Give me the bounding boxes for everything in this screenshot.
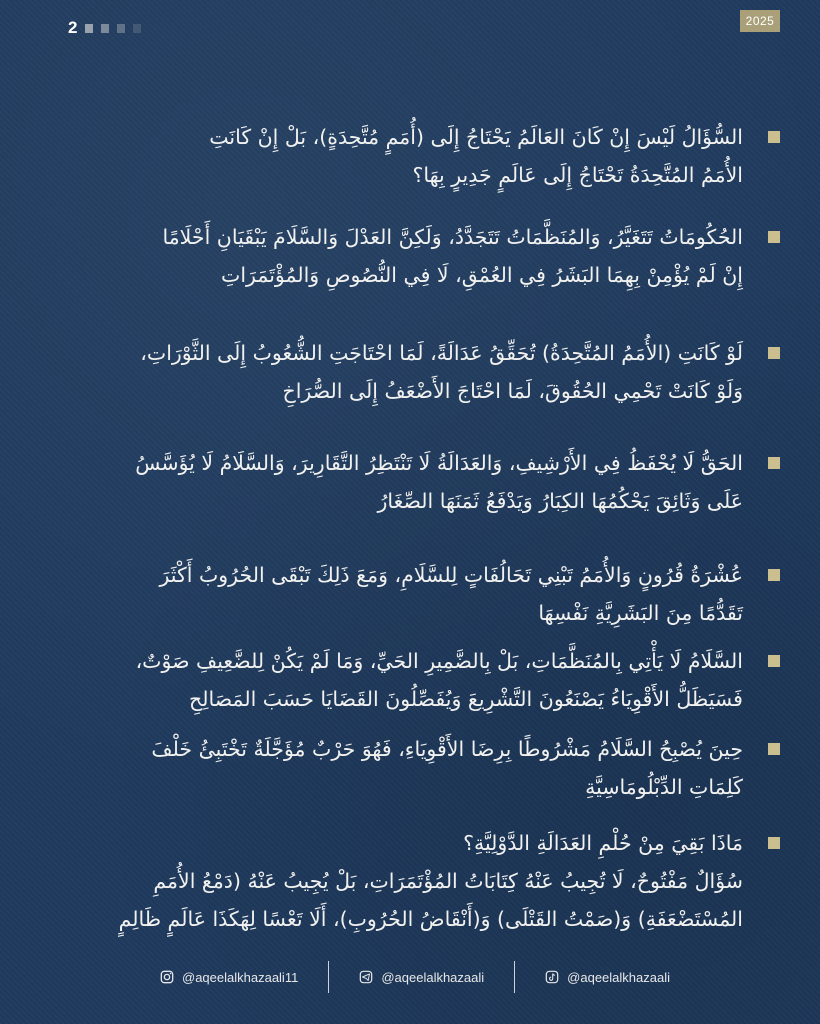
- instagram-handle: @aqeelalkhazaali11: [182, 969, 299, 985]
- paragraph-line: حِينَ يُصْبِحُ السَّلَامُ مَشْرُوطًا بِرِضَا الأَقْوِيَاءِ، فَهُوَ حَرْبٌ مُؤَجَّلَةٌ تَخْتَبِئُ خَلْفَ: [151, 737, 743, 761]
- paragraph-line: مَاذَا بَقِيَ مِنْ حُلْمِ العَدَالَةِ الدَّوْلِيَّةِ؟: [463, 831, 743, 855]
- paragraph-line: السُّؤَالُ لَيْسَ إِنْ كَانَ العَالَمُ يَحْتَاجُ إِلَى (أُمَمٍ مُتَّحِدَةٍ)، بَلْ إِنْ كَانَتِ: [209, 125, 743, 149]
- paragraph-line: عَلَى وَثَائِقَ يَحْكُمُهَا الكِبَارُ وَيَدْفَعُ ثَمَنَهَا الصِّغَارُ: [377, 489, 743, 513]
- page-number-indicator: [68, 18, 141, 38]
- footer-divider: [328, 961, 329, 993]
- paragraph: [60, 118, 780, 194]
- paragraph: [60, 824, 780, 938]
- bullet-square-icon: [768, 131, 780, 143]
- instagram-icon: [160, 970, 174, 984]
- paragraph-line: الأُمَمُ المُتَّحِدَةُ تَحْتَاجُ إِلَى عَالَمٍ جَدِيرٍ بِهَا؟: [412, 163, 743, 187]
- bullet-square-icon: [768, 457, 780, 469]
- paragraph-line: سُؤَالٌ مَفْتُوحٌ، لَا تُجِيبُ عَنْهُ كِتَابَاتُ المُؤْتَمَرَاتِ، بَلْ يُجِيبُ عَنْهُ (دَمْعُ الأُمَمِ: [153, 869, 743, 893]
- paragraph-line: المُسْتَضْعَفَةِ) وَ(صَمْتُ القَتْلَى) وَ(أَنْقَاضُ الحُرُوبِ)، أَلَا تَعْسًا لِهَكَذَا عَالَمٍ ظَالِمٍ: [118, 907, 743, 931]
- tiktok-handle: @aqeelalkhazaali: [567, 969, 670, 985]
- page-number: 2: [68, 18, 78, 37]
- paragraph-line: عُشْرَةُ قُرُونٍ وَالأُمَمُ تَبْنِي تَحَالُفَاتٍ لِلسَّلَامِ، وَمَعَ ذَلِكَ تَبْقَى الحُرُوبُ أَكْثَرَ: [159, 563, 743, 587]
- paragraph: [60, 642, 780, 718]
- telegram-handle: @aqeelalkhazaali: [381, 969, 485, 985]
- paragraph: [60, 334, 780, 410]
- progress-dot: [85, 24, 93, 33]
- paragraph: [60, 444, 780, 520]
- instagram-link[interactable]: [160, 970, 298, 985]
- social-footer: [160, 960, 670, 994]
- paragraph-line: الحُكُومَاتُ تَتَغَيَّرُ، وَالمُنَظَّمَاتُ تَتَجَدَّدُ، وَلَكِنَّ العَدْلَ وَالسَّلَامَ يَبْقَيَانِ أَحْلَامًا: [162, 225, 743, 249]
- paragraph: [60, 730, 780, 806]
- bullet-square-icon: [768, 837, 780, 849]
- telegram-link[interactable]: [359, 970, 484, 985]
- paragraph: [60, 556, 780, 632]
- bullet-square-icon: [768, 569, 780, 581]
- year-badge: 2025: [740, 10, 780, 32]
- progress-dot: [133, 24, 141, 33]
- paragraph-line: تَقَدُّمًا مِنَ البَشَرِيَّةِ نَفْسِهَا: [538, 601, 743, 625]
- progress-dot: [117, 24, 125, 33]
- paragraph: [60, 218, 780, 294]
- paragraph-line: وَلَوْ كَانَتْ تَحْمِي الحُقُوقَ، لَمَا احْتَاجَ الأَضْعَفُ إِلَى الصُّرَاخِ: [282, 379, 743, 403]
- tiktok-link[interactable]: [545, 970, 670, 985]
- bullet-square-icon: [768, 655, 780, 667]
- progress-dot: [101, 24, 109, 33]
- paragraph-line: الحَقُّ لَا يُحْفَظُ فِي الأَرْشِيفِ، وَالعَدَالَةُ لَا تَنْتَظِرُ التَّقَارِيرَ، وَالسَّلَامُ لَا يُؤَسَّسُ: [135, 451, 743, 475]
- telegram-icon: [359, 970, 373, 984]
- paragraph-line: لَوْ كَانَتِ (الأُمَمُ المُتَّحِدَةُ) تُحَقِّقُ عَدَالَةً، لَمَا احْتَاجَتِ الشُّعُوبُ إِلَى الثَّوْرَاتِ،: [140, 341, 743, 365]
- bullet-square-icon: [768, 231, 780, 243]
- paragraph-line: السَّلَامُ لَا يَأْتِي بِالمُنَظَّمَاتِ، بَلْ بِالضَّمِيرِ الحَيِّ، وَمَا لَمْ يَكُنْ لِلضَّعِيفِ صَوْتٌ،: [135, 649, 743, 673]
- paragraph-line: كَلِمَاتِ الدِّبْلُومَاسِيَّةِ: [585, 775, 743, 799]
- tiktok-icon: [545, 970, 559, 984]
- bullet-square-icon: [768, 347, 780, 359]
- footer-divider: [514, 961, 515, 993]
- paragraph-line: إِنْ لَمْ يُؤْمِنْ بِهِمَا البَشَرُ فِي العُمْقِ، لَا فِي النُّصُوصِ وَالمُؤْتَمَرَاتِ: [221, 263, 743, 287]
- paragraph-line: فَسَيَظَلُّ الأَقْوِيَاءُ يَصْنَعُونَ التَّشْرِيعَ وَيُفَصِّلُونَ القَضَايَا حَسَبَ المَصَالِحِ: [188, 687, 743, 711]
- bullet-square-icon: [768, 743, 780, 755]
